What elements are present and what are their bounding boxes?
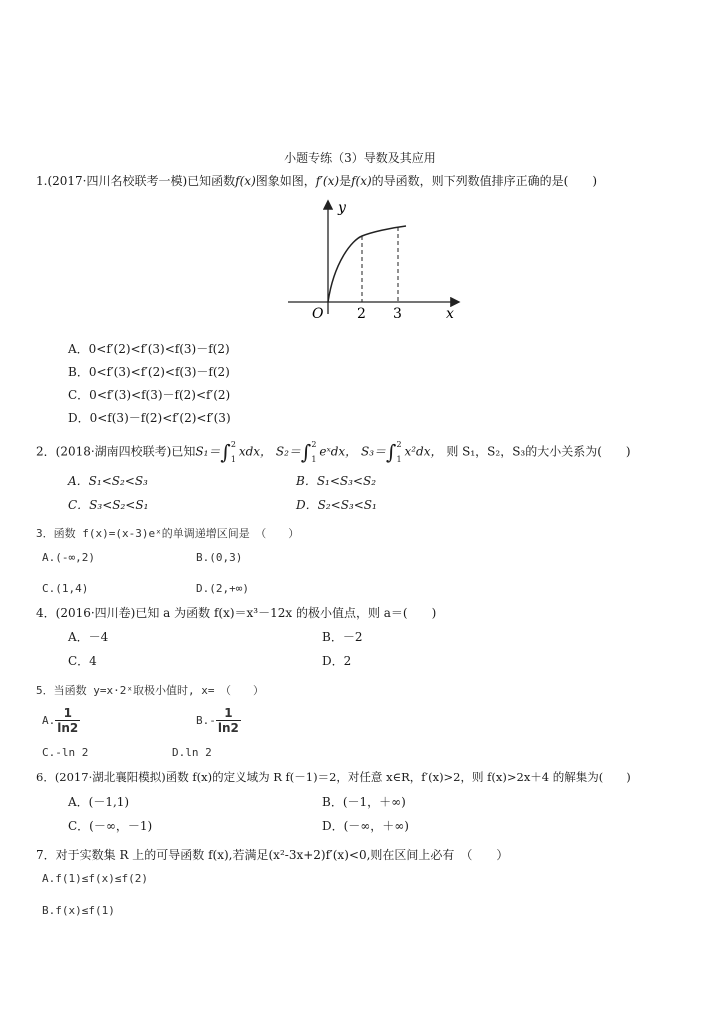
- page-title: 小题专练（3）导数及其应用: [284, 151, 436, 165]
- question-7-stem: 7．对于实数集 R 上的可导函数 f(x),若满足(x²-3x+2)f′(x)<0,则在区间上必有 （ ）: [36, 848, 509, 862]
- question-6-stem: 6．(2017·湖北襄阳模拟)函数 f(x)的定义域为 R f(－1)＝2，对任意 x∈R，f′(x)>2，则 f(x)>2x＋4 的解集为( ): [36, 770, 631, 784]
- question-3-stem: 3．函数 f(x)=(x-3)eˣ的单调递增区间是 （ ）: [36, 527, 300, 540]
- y-axis-label: y: [338, 200, 346, 216]
- origin-label: O: [312, 306, 324, 322]
- x-axis-label: x: [446, 306, 454, 322]
- q3-option-c[interactable]: C.(1,4): [42, 582, 89, 595]
- q5-option-c[interactable]: C.-ln 2: [42, 746, 89, 759]
- integral-sign: ∫: [386, 440, 397, 464]
- q4-option-a[interactable]: A．－4: [68, 630, 109, 644]
- q6-option-b[interactable]: B．(－1，＋∞): [322, 795, 406, 809]
- q7-option-b[interactable]: B.f(x)≤f(1): [42, 904, 115, 917]
- q2-option-d[interactable]: D．S₂<S₃<S₁: [296, 498, 377, 512]
- q5-option-d[interactable]: D.ln 2: [172, 746, 212, 759]
- q1-option-a[interactable]: A．0<f′(2)<f′(3)<f(3)－f(2): [68, 342, 230, 356]
- q2-option-a[interactable]: A．S₁<S₂<S₃: [68, 474, 148, 488]
- question-1-stem: 1.(2017·四川名校联考一模)已知函数f(x)图象如图，f′(x)是f(x)的导函数，则下列数值排序正确的是( ): [36, 174, 598, 188]
- q1-option-b[interactable]: B．0<f′(3)<f′(2)<f(3)－f(2): [68, 365, 230, 379]
- tick-label-3: 3: [393, 306, 402, 322]
- question-4-stem: 4．(2016·四川卷)已知 a 为函数 f(x)＝x³－12x 的极小值点，则 a＝( ): [36, 606, 437, 620]
- fraction-1-over-ln2: $\frac{1}{\ln 2}$: [57, 706, 79, 735]
- q6-option-c[interactable]: C．(－∞，－1): [68, 819, 153, 833]
- function-curve: [328, 226, 406, 302]
- q5-option-b[interactable]: B.- $\frac{1}{\ln 2}$: [196, 706, 239, 735]
- q1-option-c[interactable]: C．0<f′(3)<f(3)－f(2)<f′(2): [68, 388, 231, 402]
- q3-option-d[interactable]: D.(2,+∞): [196, 582, 249, 595]
- function-graph: [280, 192, 470, 327]
- q3-option-b[interactable]: B.(0,3): [196, 551, 243, 564]
- q5-option-a[interactable]: A. $\frac{1}{\ln 2}$: [42, 706, 79, 735]
- fraction-1-over-ln2: $\frac{1}{\ln 2}$: [217, 706, 239, 735]
- q4-option-b[interactable]: B．－2: [322, 630, 363, 644]
- tick-label-2: 2: [357, 306, 366, 322]
- question-5-stem: 5．当函数 y=x·2ˣ取极小值时, x= （ ）: [36, 684, 264, 697]
- q2-option-c[interactable]: C．S₃<S₂<S₁: [68, 498, 149, 512]
- q4-option-c[interactable]: C．4: [68, 654, 97, 668]
- q6-option-a[interactable]: A．(－1,1): [68, 795, 130, 809]
- q4-option-d[interactable]: D．2: [322, 654, 352, 668]
- integral-sign: ∫: [220, 440, 231, 464]
- q6-option-d[interactable]: D．(－∞，＋∞): [322, 819, 409, 833]
- integral-sign: ∫: [300, 440, 312, 464]
- question-2-stem: 2．(2018·湖南四校联考)已知S₁＝∫ 2 1 xdx， S₂＝∫ 2 1 eˣdx， S₃＝∫ 2 1 x²dx， 则 S₁，S₂，S₃的大小关系为( ): [36, 440, 631, 464]
- q3-option-a[interactable]: A.(-∞,2): [42, 551, 95, 564]
- q7-option-a[interactable]: A.f(1)≤f(x)≤f(2): [42, 872, 148, 885]
- q1-option-d[interactable]: D．0<f(3)－f(2)<f′(2)<f′(3): [68, 411, 231, 425]
- q2-option-b[interactable]: B．S₁<S₃<S₂: [296, 474, 377, 488]
